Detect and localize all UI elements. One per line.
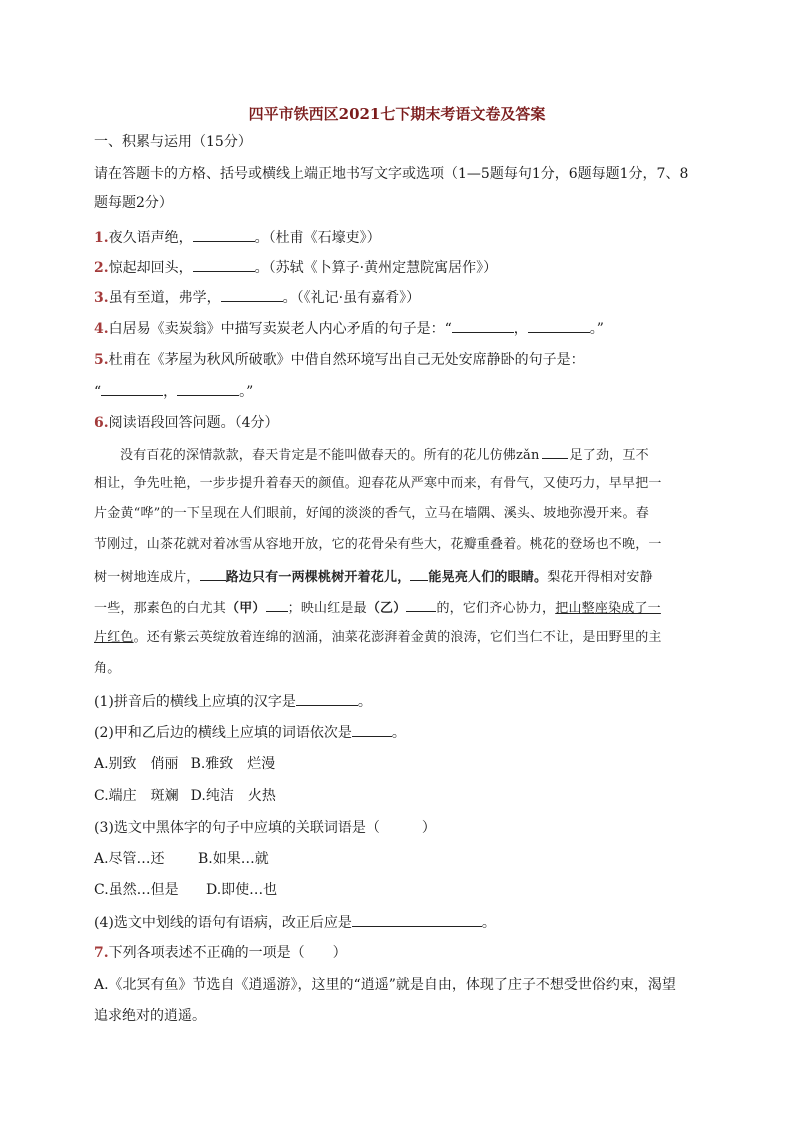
- answer-blank[interactable]: [352, 722, 392, 737]
- passage-line-6: [94, 597, 706, 619]
- question-7: [94, 943, 706, 963]
- option-d[interactable]: D.纯洁 火热: [190, 788, 276, 804]
- sub-question-2: [94, 722, 706, 743]
- question-text: 虽有至道，弗学，: [108, 290, 221, 306]
- option-c[interactable]: C.虽然…但是: [94, 882, 179, 898]
- question-text: (4)选文中划线的语句有语病，改正后应是: [94, 915, 352, 931]
- sub-question-3: (3)选文中黑体字的句子中应填的关联词语是（ ）: [94, 820, 436, 836]
- answer-blank[interactable]: [193, 257, 255, 272]
- passage-text: 梨花开得相对安静: [547, 570, 653, 585]
- question-number: 1.: [94, 230, 109, 246]
- question-text: 惊起却回头，: [108, 260, 193, 276]
- question-number: 5.: [94, 352, 109, 368]
- document-title: 四平市铁西区2021七下期末考语文卷及答案: [248, 105, 546, 123]
- closing-quote: 。”: [239, 384, 254, 400]
- question-5-line-2: [94, 381, 706, 402]
- sub-question-1: [94, 691, 706, 712]
- answer-blank[interactable]: [221, 287, 283, 302]
- question-text: (2)甲和乙后边的横线上应填的词语依次是: [94, 725, 352, 741]
- question-1: [94, 227, 706, 248]
- section-heading: 一、积累与运用（15分）: [94, 134, 252, 150]
- question-3: [94, 287, 706, 308]
- option-d[interactable]: D.即使…也: [206, 882, 278, 898]
- passage-text: 树一树地连成片，: [94, 570, 200, 585]
- passage-text: 足了劲，互不: [569, 448, 649, 463]
- question-number: 6.: [94, 415, 109, 431]
- option-c[interactable]: C.端庄 斑斓: [94, 788, 179, 804]
- option-b[interactable]: B.如果…就: [198, 851, 269, 867]
- question-number: 7.: [94, 945, 109, 961]
- period: 。: [357, 694, 372, 710]
- question-text: 夜久语声绝，: [108, 230, 193, 246]
- instructions-line-1: 请在答题卡的方格、括号或横线上端正地书写文字或选项（1—5题每句1分，6题每题1分，7、8: [94, 166, 689, 182]
- underlined-sentence: 片红色: [94, 630, 134, 645]
- option-a[interactable]: A.尽管…还: [94, 851, 165, 867]
- answer-blank[interactable]: [352, 912, 482, 927]
- question-7-option-a-line-2: 追求绝对的逍遥。: [94, 1008, 206, 1024]
- passage-line-4: 节刚过，山茶花就对着冰雪从容地开放，它的花骨朵有些大，花瓣重叠着。桃花的登场也不晚，一: [94, 537, 662, 552]
- passage-line-7: [94, 628, 706, 648]
- answer-blank[interactable]: [296, 691, 358, 706]
- question-number: 3.: [94, 290, 109, 306]
- option-b[interactable]: B.雅致 烂漫: [190, 756, 276, 772]
- sub-2-options-row-2: [94, 786, 706, 806]
- comma: ，: [163, 384, 178, 400]
- question-2: [94, 257, 706, 278]
- question-7-option-a-line-1: A.《北冥有鱼》节选自《逍遥游》，这里的“逍遥”就是自由，体现了庄子不想受世俗约束，渴望: [94, 977, 676, 993]
- blank-yi[interactable]: [406, 597, 436, 612]
- answer-blank[interactable]: [528, 318, 590, 333]
- conjunction-blank-1[interactable]: [200, 566, 226, 581]
- answer-blank[interactable]: [452, 318, 514, 333]
- pinyin-blank[interactable]: [542, 444, 568, 459]
- option-a[interactable]: A.别致 俏丽: [94, 756, 179, 772]
- answer-blank[interactable]: [177, 381, 239, 396]
- bold-sentence: 路边只有一两棵桃树开着花儿，: [225, 570, 411, 585]
- passage-line-5: [94, 566, 706, 588]
- sub-3-options-row-2: [94, 880, 706, 900]
- passage-text: 没有百花的深情款款，春天肯定是不能叫做春天的。所有的花儿仿佛zǎn: [120, 448, 540, 463]
- passage-line-2: 相让，争先吐艳，一步步提升着春天的颜值。迎春花从严寒中而来，有骨气，又使巧力，早早把一: [94, 476, 662, 491]
- sub-question-4: [94, 912, 706, 933]
- passage-text: 一些，那素色的白尤其: [94, 601, 227, 616]
- sub-3-options-row-1: [94, 849, 706, 869]
- sub-2-options-row-1: [94, 754, 706, 774]
- label-jia: （甲）: [226, 601, 266, 616]
- passage-line-3: 片金黄“哗”的一下呈现在人们眼前，好闻的淡淡的香气，立马在墙隅、溪头、坡地弥漫开来。春: [94, 506, 649, 521]
- passage-line-8: 角。: [94, 661, 121, 676]
- comma: ，: [513, 321, 528, 337]
- question-text: 白居易《卖炭翁》中描写卖炭老人内心矛盾的句子是：“: [108, 321, 452, 337]
- question-source: 。（苏轼《卜算子·黄州定慧院寓居作》）: [254, 260, 498, 276]
- instructions-line-2: 题每题2分）: [94, 195, 173, 211]
- question-text: 阅读语段回答问题。（4分）: [108, 415, 279, 431]
- passage-text: ；映山红是最: [287, 601, 367, 616]
- passage-text: 。还有紫云英绽放着连绵的汹涌，油菜花澎湃着金黄的浪涛，它们当仁不让，是田野里的主: [133, 630, 662, 645]
- conjunction-blank-2[interactable]: [410, 566, 428, 581]
- period: 。: [481, 915, 496, 931]
- question-4: [94, 318, 706, 339]
- bold-sentence: 能晃亮人们的眼睛。: [428, 570, 548, 585]
- question-5-line-1: [94, 350, 706, 370]
- period: 。: [391, 725, 406, 741]
- passage-text: 的，它们齐心协力，: [436, 601, 556, 616]
- question-6: [94, 413, 706, 433]
- question-number: 4.: [94, 321, 109, 337]
- underlined-sentence: 把山整座染成了一: [555, 601, 661, 616]
- answer-blank[interactable]: [193, 227, 255, 242]
- label-yi: （乙）: [366, 601, 407, 616]
- blank-jia[interactable]: [266, 597, 288, 612]
- question-text: 下列各项表述不正确的一项是（ ）: [108, 945, 347, 961]
- passage-line-1: [120, 444, 706, 466]
- question-text: 杜甫在《茅屋为秋风所破歌》中借自然环境写出自己无处安席静卧的句子是：: [108, 352, 585, 368]
- question-source: 。（《礼记·虽有嘉肴》）: [282, 290, 421, 306]
- answer-blank[interactable]: [101, 381, 163, 396]
- question-source: 。（杜甫《石壕吏》）: [254, 230, 381, 246]
- question-text: (1)拼音后的横线上应填的汉字是: [94, 694, 296, 710]
- closing-quote: 。”: [589, 321, 604, 337]
- question-number: 2.: [94, 260, 109, 276]
- opening-quote: “: [94, 384, 102, 400]
